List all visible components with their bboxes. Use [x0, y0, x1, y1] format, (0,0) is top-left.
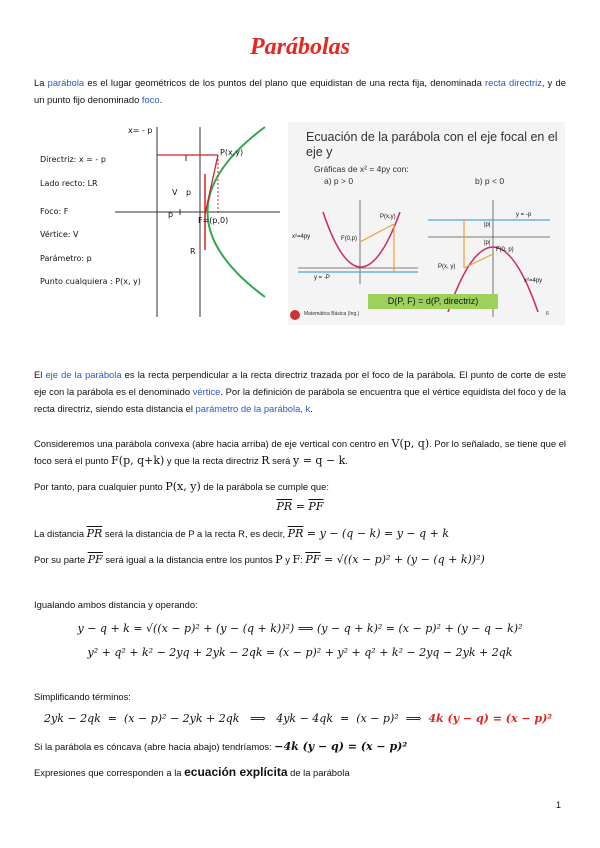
graph-label-p2: p: [168, 210, 174, 219]
link-parabola[interactable]: parábola: [47, 77, 85, 88]
line-expresiones: Expresiones que corresponden a la ecuación explícita de la parábola: [34, 765, 350, 779]
graph-label-r: R: [190, 247, 196, 256]
explicit-equation-concave: −4k (y − q) = (x − p)²: [274, 740, 408, 753]
paragraph-por-tanto: Por tanto, para cualquier punto P(x, y) de la parábola se cumple que:: [34, 480, 329, 493]
graph-a-equation: x²=4py: [292, 234, 311, 240]
label-parametro: Parámetro: p: [40, 254, 92, 263]
link-parametro[interactable]: parámetro de la parábola, k: [195, 403, 311, 414]
graph-a-directrix: y = -P: [314, 275, 330, 281]
equation-pr-pf: $\overline{PR} = \overline{PF}$: [276, 500, 324, 513]
line-distancia-pf: Por su parte $\overline{PF}$ será igual a la distancia entre los puntos P y F: $\overline{PF} = √((x - p)^2 + (y - (q + k))^2)$: [34, 553, 485, 566]
graph-label-focus: F=(p,0): [198, 216, 229, 225]
graph-label-point: P(x,y): [220, 148, 244, 157]
slide-subtitle: Gráficas de x² = 4py con:: [314, 164, 409, 174]
graph-b-directrix: y = -p: [516, 212, 532, 218]
slide-figure: [288, 122, 565, 325]
label-foco: Foco: F: [40, 207, 69, 216]
slide-heading: Ecuación de la parábola con el eje focal en el eje y: [306, 130, 558, 159]
left-parabola-graph: [40, 122, 280, 322]
graph-b-p1: |p|: [484, 222, 491, 228]
line-concava: Si la parábola es cóncava (abre hacia abajo) tendríamos: −4k (y − q) = (x − p)²: [34, 740, 408, 753]
page-title: Parábolas: [249, 34, 350, 60]
line-igualando: Igualando ambos distancia y operando:: [34, 599, 198, 610]
equation-3: y² + q² + k² − 2yq + 2yk − 2qk = (x − p)² + y² + q² + k² − 2yq − 2yk + 2qk: [87, 646, 513, 659]
graph-label-vertex: V: [172, 188, 178, 197]
graph-b-p2: |p|: [484, 240, 491, 246]
intro-paragraph: La parábola es el lugar geométricos de los puntos del plano que equidistan de una recta fija, denominada recta directriz, y de un punto fijo denominado foco.: [34, 77, 566, 105]
graph-label-p1: p: [186, 188, 192, 197]
logo-icon: [290, 310, 300, 320]
graph-b-point: P(x, y): [438, 264, 456, 270]
slide-boxed-formula: D(P, F) = d(P, directriz): [368, 294, 498, 309]
slide-footer: Matemática Básica (Ing.): [304, 311, 360, 317]
line-distancia-pr: La distancia $\overline{PR}$ será la distancia de P a la recta R, es decir, $\overline{PR} = y - (q - k) = y - q + k$: [34, 527, 450, 540]
label-directriz: Directriz: x = - p: [40, 155, 106, 164]
explicit-equation-convex: 4k (y − q) = (x − p)²: [428, 712, 553, 725]
slide-case-a: a) p > 0: [324, 176, 354, 186]
link-vertice[interactable]: vértice: [192, 386, 221, 397]
graph-a-focus: F(0,p): [341, 236, 358, 242]
slide-footer-number: 6: [546, 311, 549, 317]
link-foco[interactable]: foco: [141, 94, 160, 105]
left-parabola-figure: [40, 122, 280, 322]
label-vertice: Vértice: V: [40, 230, 79, 239]
graph-b-focus: F(0, p): [496, 247, 514, 253]
graph-b-equation: x²=4py: [524, 278, 543, 284]
graph-label-directrix: x= - p: [128, 126, 153, 135]
link-eje-parabola[interactable]: eje de la parábola: [45, 369, 122, 380]
slide-case-b: b) p < 0: [475, 176, 505, 186]
page-number: 1: [556, 800, 562, 810]
line-simplificando: Simplificando términos:: [34, 691, 131, 702]
label-punto-cualquiera: Punto cualquiera : P(x, y): [40, 277, 141, 286]
link-recta-directriz[interactable]: recta directriz: [485, 77, 542, 88]
graph-a-point: P(x,y): [380, 214, 396, 220]
equation-2: y − q + k = √((x − p)² + (y − (q + k))²) ⟹ (y − q + k)² = (x − p)² + (y − q − k)²: [77, 622, 523, 635]
paragraph-convexa: Consideremos una parábola convexa (abre hacia arriba) de eje vertical con centro en V(p, q). Por lo señalado, se tiene que el foco será el punto F(p, q+k) y que la recta directriz R será y = q − k.: [34, 437, 566, 467]
paragraph-eje: El eje de la parábola es la recta perpendicular a la recta directriz trazada por el foco de la parábola. El punto de corte de este eje con la parábola es el denominado vértice. Por la definición de parábola se encuentra que el vértice equidista del foco y de la recta directriz, siendo esta distancia el parámetro de la parábola, k.: [34, 369, 567, 414]
equation-4: 2yk − 2qk = (x − p)² − 2yk + 2qk ⟹ 4yk − 4qk = (x − p)² ⟹ 4k (y − q) = (x − p)²: [44, 712, 553, 725]
label-lado-recto: Lado recto: LR: [40, 179, 98, 188]
